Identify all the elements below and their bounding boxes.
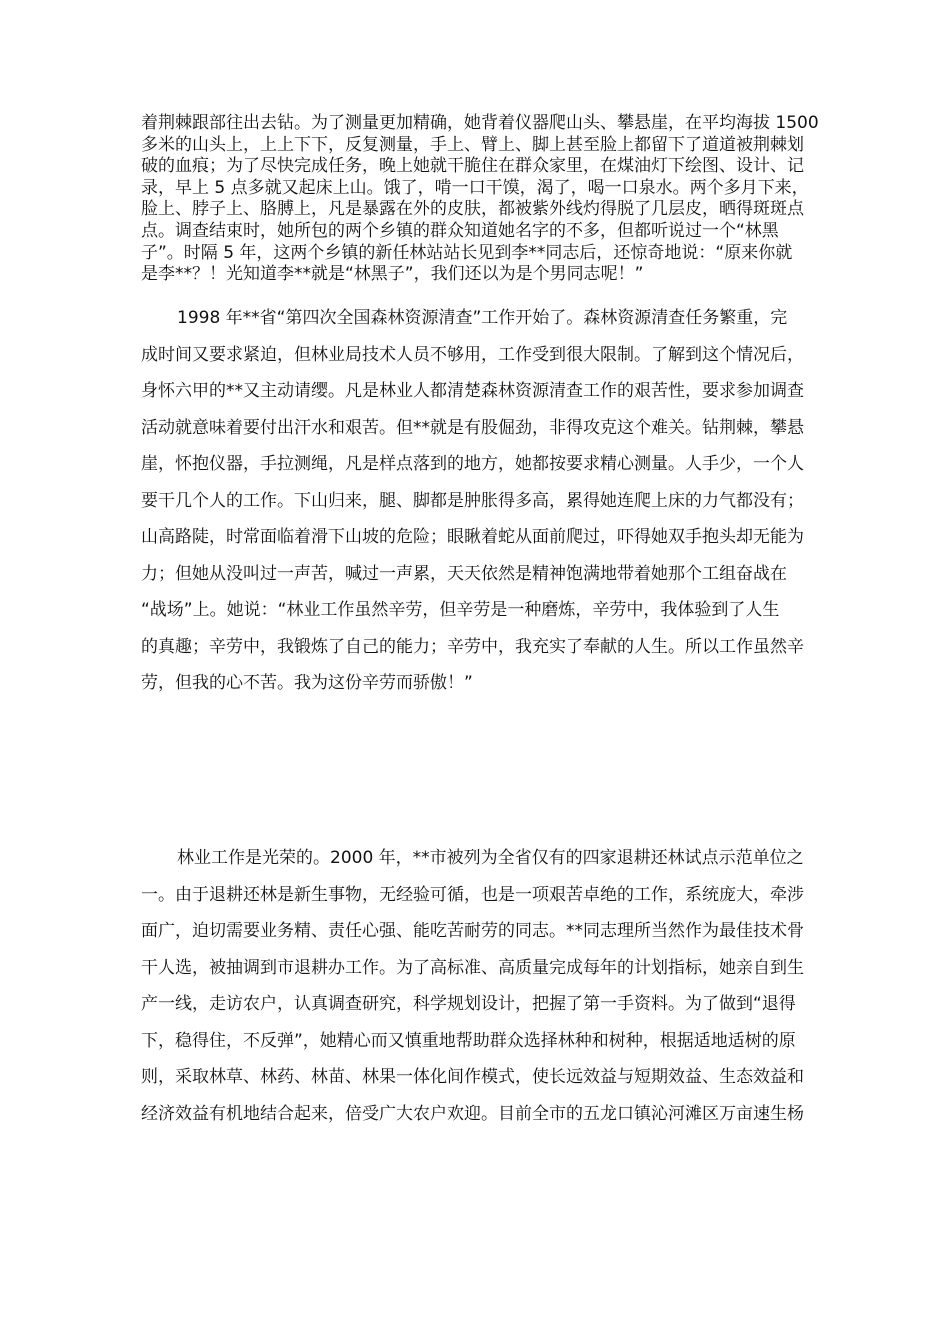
text-line: 破的血痕；为了尽快完成任务，晚上她就干脆住在群众家里，在煤油灯下绘图、设计、记	[141, 156, 804, 177]
text-line: 则，采取林草、林药、林苗、林果一体化间作模式，使长远效益与短期效益、生态效益和	[141, 1067, 804, 1087]
text-line: 山高路陡，时常面临着滑下山坡的危险；眼瞅着蛇从面前爬过，吓得她双手抱头却无能为	[141, 527, 804, 547]
text-line: 经济效益有机地结合起来，倍受广大农户欢迎。目前全市的五龙口镇沁河滩区万亩速生杨	[141, 1103, 804, 1124]
text-line: 录，早上 5 点多就又起床上山。饿了，啃一口干馍，渴了，喝一口泉水。两个多月下来，	[141, 177, 809, 198]
text-line: “战场”上。她说：“林业工作虽然辛劳，但辛劳是一种磨炼，辛劳中，我体验到了人生	[141, 600, 780, 620]
text-line: 多米的山头上，上上下下，反复测量，手上、臂上、脚上甚至脸上都留下了道道被荆棘划	[141, 134, 804, 155]
text-line: 力；但她从没叫过一声苦，喊过一声累，天天依然是精神饱满地带着她那个工组奋战在	[141, 563, 787, 584]
text-line: 劳，但我的心不苦。我为这份辛劳而骄傲！”	[141, 673, 473, 693]
intro-paragraph	[141, 113, 821, 286]
text-line: 干人选，被抽调到市退耕办工作。为了高标准、高质量完成每年的计划指标，她亲自到生	[141, 957, 804, 978]
paragraph-2000	[141, 840, 821, 1132]
text-line: 下，稳得住，不反弹”，她精心而又慎重地帮助群众选择林种和树种，根据适地适树的原	[141, 1030, 796, 1051]
text-line: 成时间又要求紧迫，但林业局技术人员不够用，工作受到很大限制。了解到这个情况后，	[141, 344, 804, 365]
text-line: 脸上、脖子上、胳膊上，凡是暴露在外的皮肤，都被紫外线灼得脱了几层皮，晒得斑斑点	[141, 199, 804, 220]
text-line: 面广，迫切需要业务精、责任心强、能吃苦耐劳的同志。**同志理所当然作为最佳技术骨	[141, 921, 804, 941]
text-line: 的真趣；辛劳中，我锻炼了自己的能力；辛劳中，我充实了奉献的人生。所以工作虽然辛	[141, 636, 804, 657]
text-line: 活动就意味着要付出汗水和艰苦。但**就是有股倔劲，非得攻克这个难关。钻荆棘，攀悬	[141, 417, 804, 438]
text-line: 子”。时隔 5 年，这两个乡镇的新任林站站长见到李**同志后，还惊奇地说：“原来你就	[141, 242, 793, 263]
text-line: 崖，怀抱仪器，手拉测绳，凡是样点落到的地方，她都按要求精心测量。人手少，一个人	[141, 454, 804, 474]
text-line: 点。调查结束时，她所包的两个乡镇的群众知道她名字的不多，但都听说过一个“林黑	[141, 220, 779, 241]
text-line: 1998 年**省“第四次全国森林资源清查”工作开始了。森林资源清查任务繁重，完	[177, 308, 788, 328]
text-line: 是李**？！光知道李**就是“林黑子”，我们还以为是个男同志呢！”	[141, 264, 644, 285]
text-line: 要干几个人的工作。下山归来，腿、脚都是肿胀得多高，累得她连爬上床的力气都没有；	[141, 490, 804, 511]
paragraph-1998	[141, 300, 821, 702]
text-line: 林业工作是光荣的。2000 年，**市被列为全省仅有的四家退耕还林试点示范单位之	[177, 848, 804, 868]
text-line: 身怀六甲的**又主动请缨。凡是林业人都清楚森林资源清查工作的艰苦性，要求参加调查	[141, 381, 804, 401]
text-line: 产一线，走访农户，认真调查研究，科学规划设计，把握了第一手资料。为了做到“退得	[141, 994, 796, 1014]
text-line: 着荆棘跟部往出去钻。为了测量更加精确，她背着仪器爬山头、攀悬崖，在平均海拔 1500	[141, 113, 819, 133]
text-line: 一。由于退耕还林是新生事物，无经验可循，也是一项艰苦卓绝的工作，系统庞大，牵涉	[141, 884, 804, 905]
